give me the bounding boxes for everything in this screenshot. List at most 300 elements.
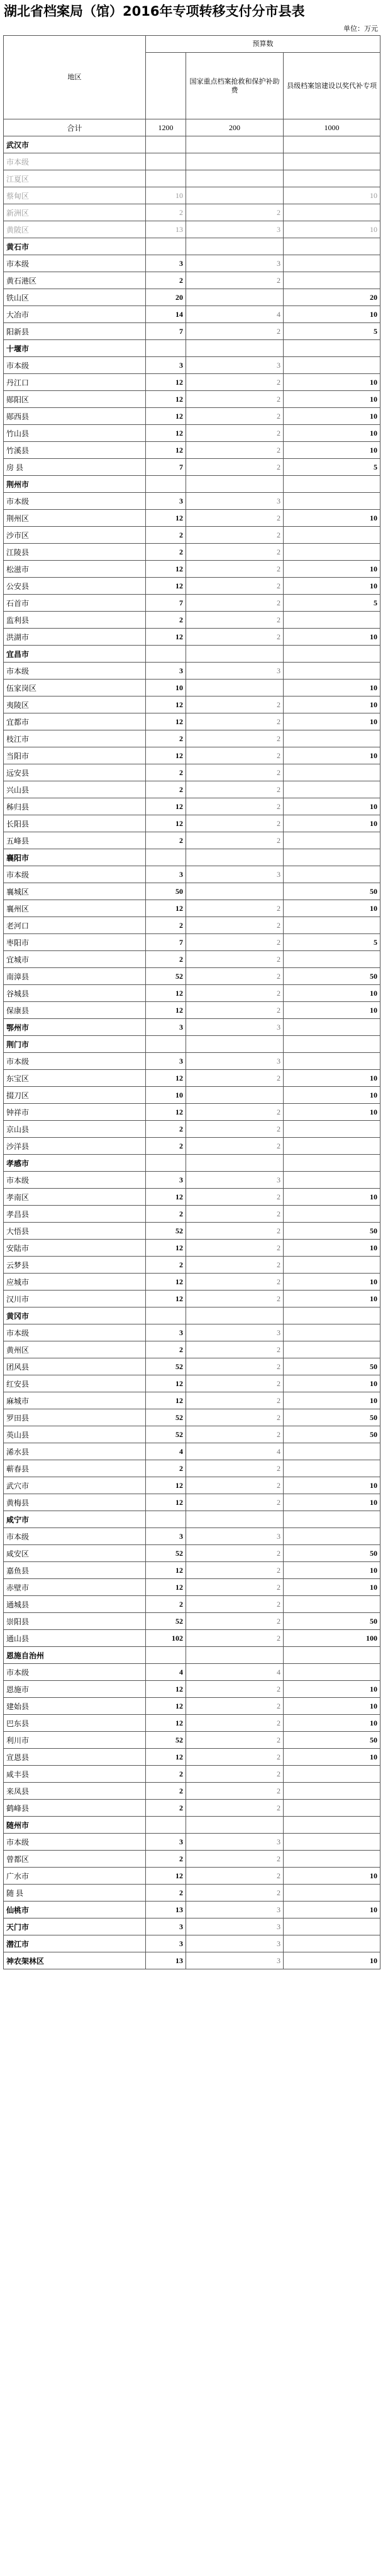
total-cell: 3: [146, 493, 186, 510]
region-name-cell: 崇阳县: [4, 1613, 146, 1630]
rescue-fund-cell: 2: [186, 1851, 284, 1868]
region-name-cell: 宜城市: [4, 951, 146, 968]
total-cell: 12: [146, 1070, 186, 1087]
total-cell: 2: [146, 1783, 186, 1800]
table-row: [4, 1715, 380, 1732]
rescue-fund-cell: 2: [186, 1613, 284, 1630]
table-row: [4, 1206, 380, 1223]
total-cell: 12: [146, 1715, 186, 1732]
total-cell: 2: [146, 204, 186, 221]
region-name-cell: 广水市: [4, 1868, 146, 1885]
rescue-fund-cell: 3: [186, 1834, 284, 1851]
city-row: [4, 1647, 380, 1664]
total-cell: 2: [146, 1206, 186, 1223]
building-fund-cell: [284, 951, 380, 968]
region-name-cell: 市本级: [4, 663, 146, 680]
region-name-cell: 大冶市: [4, 306, 146, 323]
total-cell: [146, 1817, 186, 1834]
total-cell: [146, 170, 186, 187]
table-row: [4, 1851, 380, 1868]
total-cell: [146, 1036, 186, 1053]
region-name-cell: 咸安区: [4, 1545, 146, 1562]
region-name-cell: 洪湖市: [4, 629, 146, 646]
total-cell: 2: [146, 1596, 186, 1613]
building-fund-cell: 10: [284, 1477, 380, 1494]
total-cell: [146, 153, 186, 170]
region-name-cell: 仙桃市: [4, 1902, 146, 1918]
region-name-cell: 鹤峰县: [4, 1800, 146, 1817]
region-name-cell: 黄石市: [4, 238, 146, 255]
region-name-cell: 江夏区: [4, 170, 146, 187]
table-row: [4, 866, 380, 883]
table-row: [4, 272, 380, 289]
rescue-fund-cell: 2: [186, 934, 284, 951]
region-name-cell: 沙洋县: [4, 1138, 146, 1155]
region-name-cell: 长阳县: [4, 815, 146, 832]
building-fund-cell: [284, 849, 380, 866]
region-name-cell: 武穴市: [4, 1477, 146, 1494]
region-name-cell: 市本级: [4, 1324, 146, 1341]
total-cell: 3: [146, 1918, 186, 1935]
total-cell: 12: [146, 1749, 186, 1766]
building-fund-cell: [284, 1766, 380, 1783]
table-row: [4, 713, 380, 730]
table-row: [4, 170, 380, 187]
building-fund-cell: [284, 153, 380, 170]
rescue-fund-cell: 2: [186, 1002, 284, 1019]
region-name-cell: 安陆市: [4, 1240, 146, 1257]
region-name-cell: 远安县: [4, 764, 146, 781]
table-row: [4, 1409, 380, 1426]
city-row: [4, 1511, 380, 1528]
rescue-fund-cell: 3: [186, 255, 284, 272]
rescue-fund-cell: 2: [186, 544, 284, 561]
region-name-cell: 襄阳市: [4, 849, 146, 866]
rescue-fund-cell: 2: [186, 1375, 284, 1392]
region-name-cell: 利川市: [4, 1732, 146, 1749]
rescue-fund-cell: [186, 340, 284, 357]
rescue-fund-cell: 2: [186, 1715, 284, 1732]
table-row: [4, 629, 380, 646]
rescue-fund-cell: 2: [186, 1426, 284, 1443]
region-name-cell: 监利县: [4, 612, 146, 629]
table-row: [4, 1443, 380, 1460]
building-fund-cell: 10: [284, 629, 380, 646]
rescue-fund-cell: 2: [186, 798, 284, 815]
rescue-fund-cell: [186, 1647, 284, 1664]
table-row: [4, 680, 380, 696]
region-name-cell: 巴东县: [4, 1715, 146, 1732]
region-header: 地区: [4, 36, 146, 119]
table-row: [4, 730, 380, 747]
table-row: [4, 357, 380, 374]
building-fund-cell: [284, 1460, 380, 1477]
table-row: [4, 1341, 380, 1358]
building-fund-cell: 20: [284, 289, 380, 306]
total-cell: 12: [146, 798, 186, 815]
total-cell: 7: [146, 934, 186, 951]
total-cell: 2: [146, 1138, 186, 1155]
total-cell: 13: [146, 1902, 186, 1918]
region-name-cell: 铁山区: [4, 289, 146, 306]
rescue-fund-cell: 3: [186, 1935, 284, 1952]
total-cell: 52: [146, 968, 186, 985]
building-fund-cell: [284, 730, 380, 747]
rescue-fund-cell: 2: [186, 374, 284, 391]
region-name-cell: 通城县: [4, 1596, 146, 1613]
building-fund-cell: 50: [284, 1223, 380, 1240]
table-row: [4, 1477, 380, 1494]
rescue-fund-cell: [186, 170, 284, 187]
city-row: [4, 238, 380, 255]
building-fund-cell: [284, 1800, 380, 1817]
rescue-fund-cell: 2: [186, 1596, 284, 1613]
total-cell: 7: [146, 323, 186, 340]
table-row: [4, 781, 380, 798]
table-row: [4, 900, 380, 917]
total-cell: 7: [146, 459, 186, 476]
table-row: [4, 578, 380, 595]
table-row: [4, 1070, 380, 1087]
building-fund-cell: [284, 1851, 380, 1868]
budget-header: 预算数: [146, 36, 380, 53]
total-cell: 3: [146, 1834, 186, 1851]
building-fund-cell: 10: [284, 747, 380, 764]
building-fund-cell: 10: [284, 1189, 380, 1206]
rescue-fund-cell: [186, 1511, 284, 1528]
region-name-cell: 市本级: [4, 1834, 146, 1851]
rescue-fund-cell: 2: [186, 595, 284, 612]
total-cell: 12: [146, 578, 186, 595]
total-cell: 52: [146, 1358, 186, 1375]
region-name-cell: 嘉鱼县: [4, 1562, 146, 1579]
region-name-cell: 松滋市: [4, 561, 146, 578]
total-value: 1200: [146, 119, 186, 136]
total-cell: [146, 476, 186, 493]
rescue-fund-cell: 2: [186, 968, 284, 985]
rescue-fund-cell: 2: [186, 1698, 284, 1715]
building-fund-cell: [284, 170, 380, 187]
total-cell: 2: [146, 1121, 186, 1138]
total-cell: 12: [146, 1868, 186, 1885]
region-name-cell: 汉川市: [4, 1291, 146, 1307]
total-cell: 3: [146, 1172, 186, 1189]
total-cell: 52: [146, 1545, 186, 1562]
rescue-fund-cell: 2: [186, 1257, 284, 1274]
region-name-cell: 孝昌县: [4, 1206, 146, 1223]
total-cell: 12: [146, 629, 186, 646]
table-row: [4, 1138, 380, 1155]
region-name-cell: 夷陵区: [4, 696, 146, 713]
total-cell: 3: [146, 1053, 186, 1070]
region-name-cell: 石首市: [4, 595, 146, 612]
table-row: [4, 1681, 380, 1698]
region-name-cell: 宜昌市: [4, 646, 146, 663]
rescue-fund-cell: 2: [186, 561, 284, 578]
rescue-fund-cell: [186, 1307, 284, 1324]
table-row: [4, 1426, 380, 1443]
rescue-fund-cell: 2: [186, 1749, 284, 1766]
region-name-cell: 随州市: [4, 1817, 146, 1834]
total-cell: 2: [146, 764, 186, 781]
region-name-cell: 应城市: [4, 1274, 146, 1291]
rescue-fund-cell: 2: [186, 408, 284, 425]
region-name-cell: 曾都区: [4, 1851, 146, 1868]
total-cell: 4: [146, 1664, 186, 1681]
total-cell: 12: [146, 900, 186, 917]
rescue-fund-cell: 2: [186, 578, 284, 595]
building-fund-cell: [284, 1885, 380, 1902]
rescue-fund-cell: 2: [186, 696, 284, 713]
table-row: [4, 1834, 380, 1851]
region-name-cell: 市本级: [4, 255, 146, 272]
building-fund-cell: 10: [284, 187, 380, 204]
city-row: [4, 1155, 380, 1172]
city-row: [4, 1902, 380, 1918]
total-cell: [146, 1307, 186, 1324]
region-name-cell: 宜都市: [4, 713, 146, 730]
building-fund-cell: [284, 238, 380, 255]
building-fund-cell: 10: [284, 1902, 380, 1918]
city-row: [4, 1952, 380, 1969]
table-row: [4, 747, 380, 764]
region-name-cell: 新洲区: [4, 204, 146, 221]
table-row: [4, 1494, 380, 1511]
table-row: [4, 323, 380, 340]
region-name-cell: 沙市区: [4, 527, 146, 544]
rescue-fund-cell: 2: [186, 1392, 284, 1409]
building-fund-cell: [284, 663, 380, 680]
region-name-cell: 黄冈市: [4, 1307, 146, 1324]
total-cell: 2: [146, 527, 186, 544]
building-fund-cell: 50: [284, 1409, 380, 1426]
total-cell: 12: [146, 1579, 186, 1596]
region-name-cell: 神农架林区: [4, 1952, 146, 1969]
building-fund-cell: 10: [284, 306, 380, 323]
total-cell: 12: [146, 696, 186, 713]
city-row: [4, 340, 380, 357]
region-name-cell: 恩施自治州: [4, 1647, 146, 1664]
total-cell: 52: [146, 1426, 186, 1443]
table-row: [4, 1698, 380, 1715]
total-cell: 2: [146, 1800, 186, 1817]
building-fund-cell: [284, 1121, 380, 1138]
region-name-cell: 荆门市: [4, 1036, 146, 1053]
region-name-cell: 谷城县: [4, 985, 146, 1002]
city-row: [4, 476, 380, 493]
total-rescue-value: 200: [186, 119, 284, 136]
region-name-cell: 武汉市: [4, 136, 146, 153]
rescue-fund-cell: 3: [186, 663, 284, 680]
table-row: [4, 1240, 380, 1257]
rescue-fund-cell: 2: [186, 1477, 284, 1494]
region-name-cell: 市本级: [4, 357, 146, 374]
region-name-cell: 孝感市: [4, 1155, 146, 1172]
building-fund-cell: [284, 1053, 380, 1070]
building-fund-cell: 50: [284, 883, 380, 900]
region-name-cell: 红安县: [4, 1375, 146, 1392]
total-cell: [146, 1511, 186, 1528]
total-cell: 12: [146, 985, 186, 1002]
rescue-fund-cell: 2: [186, 272, 284, 289]
total-cell: 2: [146, 1257, 186, 1274]
region-name-cell: 云梦县: [4, 1257, 146, 1274]
total-cell: 3: [146, 357, 186, 374]
table-row: [4, 1545, 380, 1562]
building-fund-cell: [284, 1511, 380, 1528]
rescue-fund-cell: 4: [186, 1664, 284, 1681]
table-row: [4, 1460, 380, 1477]
region-name-cell: 浠水县: [4, 1443, 146, 1460]
region-name-cell: 黄梅县: [4, 1494, 146, 1511]
table-row: [4, 985, 380, 1002]
total-cell: 50: [146, 883, 186, 900]
total-label: 合计: [4, 119, 146, 136]
total-cell: 12: [146, 713, 186, 730]
building-fund-cell: 100: [284, 1630, 380, 1647]
rescue-fund-cell: 2: [186, 612, 284, 629]
region-name-cell: 蔡甸区: [4, 187, 146, 204]
building-fund-cell: [284, 1817, 380, 1834]
building-fund-cell: 5: [284, 459, 380, 476]
building-fund-cell: 10: [284, 221, 380, 238]
table-row: [4, 815, 380, 832]
building-fund-cell: 5: [284, 934, 380, 951]
building-fund-cell: [284, 272, 380, 289]
rescue-fund-cell: 2: [186, 1291, 284, 1307]
allocation-table: [3, 35, 380, 1969]
building-fund-cell: [284, 476, 380, 493]
region-name-cell: 郧阳区: [4, 391, 146, 408]
total-cell: 7: [146, 595, 186, 612]
total-cell: 52: [146, 1613, 186, 1630]
region-name-cell: 掇刀区: [4, 1087, 146, 1104]
building-fund-cell: 10: [284, 578, 380, 595]
building-fund-cell: 10: [284, 900, 380, 917]
region-name-cell: 大悟县: [4, 1223, 146, 1240]
rescue-fund-cell: 2: [186, 1630, 284, 1647]
total-cell: 2: [146, 544, 186, 561]
building-fund-cell: 10: [284, 425, 380, 442]
building-fund-cell: 10: [284, 391, 380, 408]
building-fund-cell: 10: [284, 1240, 380, 1257]
rescue-fund-cell: 2: [186, 1732, 284, 1749]
building-fund-cell: [284, 1019, 380, 1036]
total-cell: 12: [146, 815, 186, 832]
rescue-fund-cell: 2: [186, 747, 284, 764]
building-fund-cell: 10: [284, 1104, 380, 1121]
rescue-fund-cell: 2: [186, 985, 284, 1002]
region-name-cell: 荆州区: [4, 510, 146, 527]
city-row: [4, 849, 380, 866]
rescue-fund-cell: 4: [186, 1443, 284, 1460]
table-row: [4, 1375, 380, 1392]
table-row: [4, 832, 380, 849]
rescue-fund-cell: 2: [186, 1240, 284, 1257]
total-cell: 3: [146, 1528, 186, 1545]
building-fund-cell: [284, 544, 380, 561]
rescue-fund-cell: 2: [186, 629, 284, 646]
total-row: [4, 119, 380, 136]
region-name-cell: 蕲春县: [4, 1460, 146, 1477]
table-row: [4, 1087, 380, 1104]
region-name-cell: 荆州市: [4, 476, 146, 493]
rescue-fund-cell: [186, 476, 284, 493]
total-cell: 52: [146, 1223, 186, 1240]
rescue-fund-cell: 3: [186, 1019, 284, 1036]
rescue-fund-cell: 2: [186, 1274, 284, 1291]
building-fund-cell: [284, 612, 380, 629]
table-row: [4, 951, 380, 968]
city-row: [4, 646, 380, 663]
total-cell: 12: [146, 1291, 186, 1307]
rescue-fund-cell: [186, 849, 284, 866]
rescue-fund-cell: 3: [186, 1528, 284, 1545]
region-name-cell: 咸宁市: [4, 1511, 146, 1528]
region-name-cell: 襄州区: [4, 900, 146, 917]
total-cell: [146, 1647, 186, 1664]
total-cell: [146, 646, 186, 663]
building-fund-cell: 50: [284, 1732, 380, 1749]
region-name-cell: 郧西县: [4, 408, 146, 425]
rescue-fund-cell: 4: [186, 306, 284, 323]
rescue-fund-cell: 2: [186, 1800, 284, 1817]
rescue-fund-cell: 2: [186, 1409, 284, 1426]
city-row: [4, 136, 380, 153]
region-name-cell: 英山县: [4, 1426, 146, 1443]
building-fund-cell: [284, 1664, 380, 1681]
total-cell: 12: [146, 425, 186, 442]
building-fund-cell: 10: [284, 1749, 380, 1766]
building-fund-cell: [284, 1918, 380, 1935]
total-cell: 12: [146, 1002, 186, 1019]
region-name-cell: 随 县: [4, 1885, 146, 1902]
total-cell: 12: [146, 1494, 186, 1511]
region-name-cell: 江陵县: [4, 544, 146, 561]
building-fund-cell: 10: [284, 510, 380, 527]
total-cell: 3: [146, 1935, 186, 1952]
table-row: [4, 1002, 380, 1019]
table-row: [4, 153, 380, 170]
table-row: [4, 1783, 380, 1800]
table-row: [4, 459, 380, 476]
rescue-fund-cell: [186, 1817, 284, 1834]
region-name-cell: 麻城市: [4, 1392, 146, 1409]
building-fund-cell: 10: [284, 798, 380, 815]
region-name-cell: 市本级: [4, 493, 146, 510]
building-fund-cell: [284, 917, 380, 934]
table-row: [4, 493, 380, 510]
region-name-cell: 宣恩县: [4, 1749, 146, 1766]
rescue-fund-cell: 2: [186, 1868, 284, 1885]
table-row: [4, 1868, 380, 1885]
region-name-cell: 京山县: [4, 1121, 146, 1138]
table-row: [4, 934, 380, 951]
region-name-cell: 黄州区: [4, 1341, 146, 1358]
total-cell: 2: [146, 917, 186, 934]
rescue-fund-cell: 2: [186, 1070, 284, 1087]
building-fund-cell: [284, 340, 380, 357]
table-row: [4, 408, 380, 425]
rescue-fund-cell: 2: [186, 1545, 284, 1562]
region-name-cell: 黄陂区: [4, 221, 146, 238]
total-cell: 20: [146, 289, 186, 306]
rescue-fund-cell: 3: [186, 1172, 284, 1189]
building-fund-cell: [284, 527, 380, 544]
building-fund-cell: [284, 1257, 380, 1274]
table-row: [4, 1291, 380, 1307]
total-cell: 2: [146, 1460, 186, 1477]
